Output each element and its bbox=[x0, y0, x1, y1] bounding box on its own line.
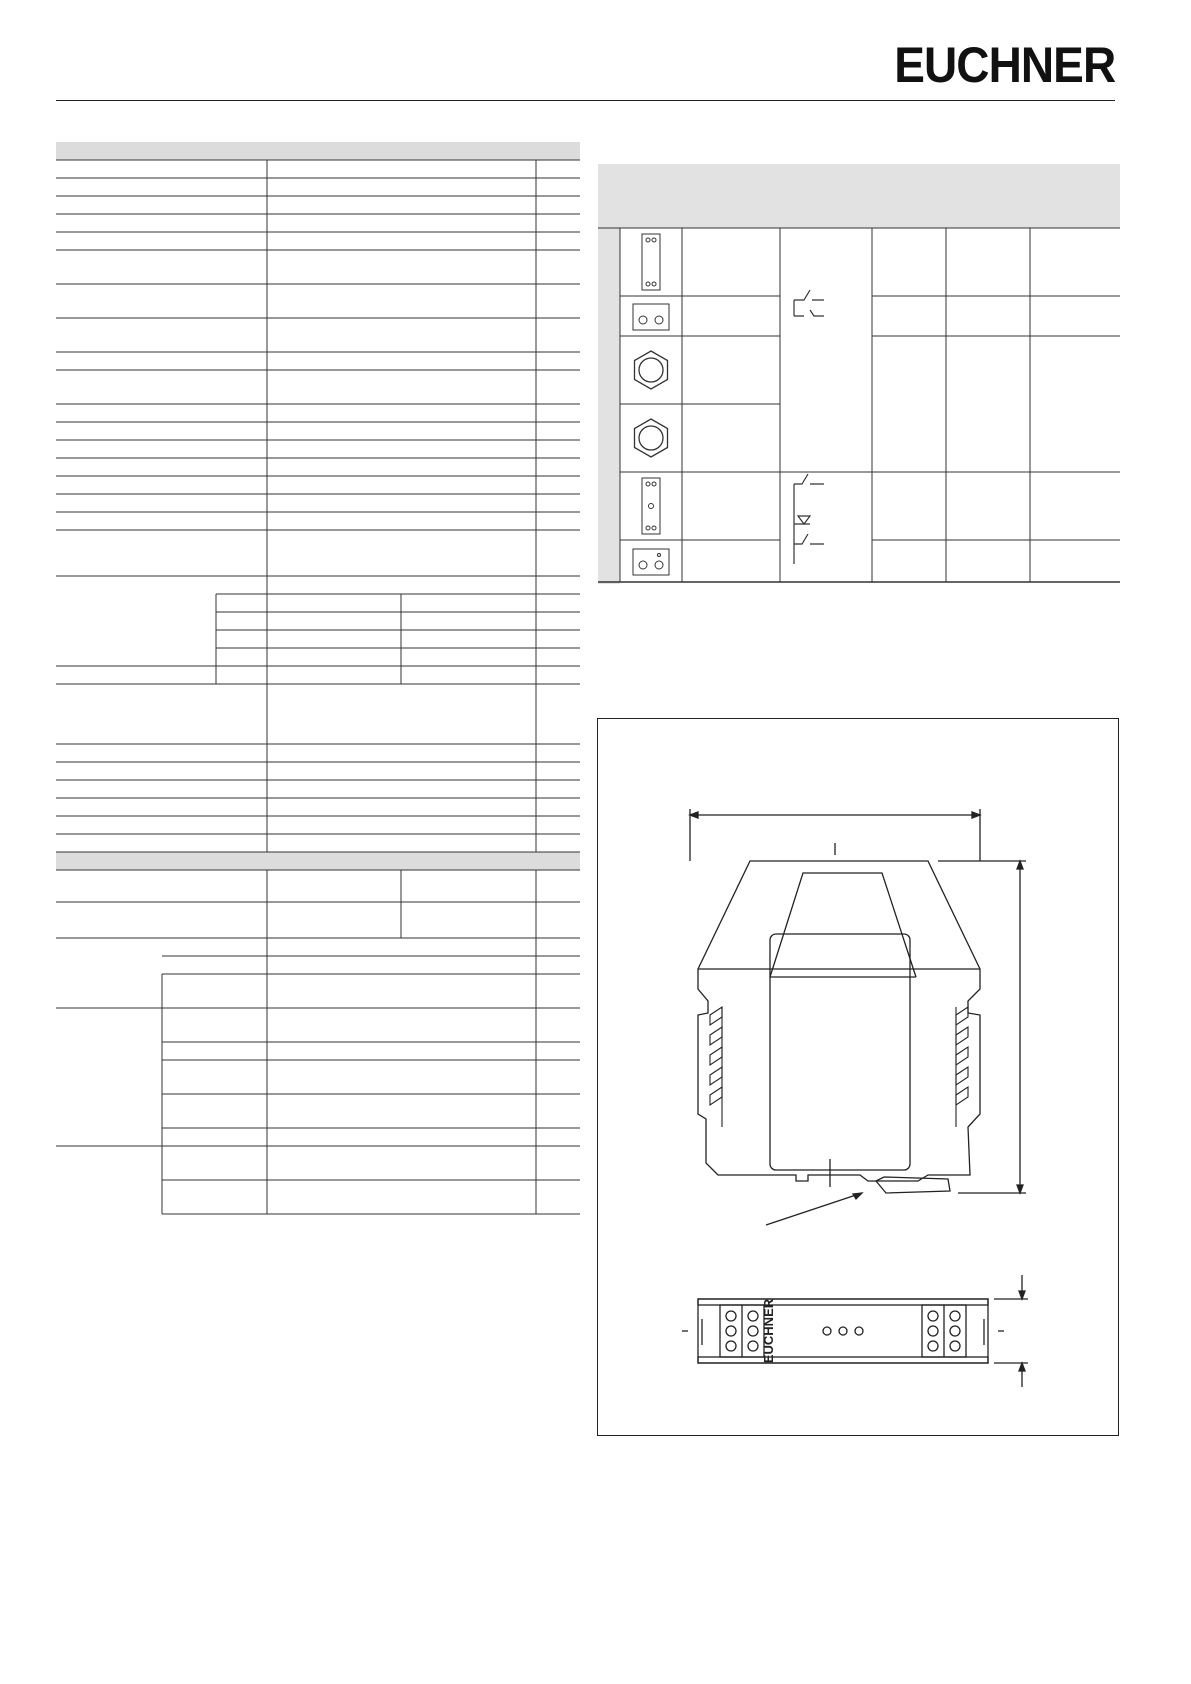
screw-hole-icon bbox=[646, 526, 650, 530]
header-divider bbox=[56, 100, 1115, 101]
screw-hole-icon bbox=[652, 282, 656, 286]
screw-icon bbox=[655, 316, 663, 324]
screw-hole-icon bbox=[646, 282, 650, 286]
screw-hole-icon bbox=[652, 482, 656, 486]
dimension-drawing bbox=[597, 718, 1119, 1436]
screw-hole-icon bbox=[652, 526, 656, 530]
screw-hole-icon bbox=[646, 238, 650, 242]
module-front-label: EUCHNER bbox=[761, 1298, 776, 1364]
euchner-logo: EUCHNER bbox=[893, 37, 1115, 93]
screw-icon bbox=[639, 561, 647, 569]
twin-screw-actuator-icon bbox=[633, 304, 669, 330]
screw-hole-icon bbox=[646, 482, 650, 486]
switch-overview-table bbox=[598, 164, 1120, 584]
screw-icon bbox=[655, 561, 663, 569]
hex-nut-bore-icon bbox=[639, 426, 663, 450]
rectangular-actuator-icon bbox=[642, 234, 660, 290]
led-icon bbox=[649, 504, 654, 509]
spec-section-header bbox=[56, 142, 580, 160]
screw-hole-icon bbox=[652, 238, 656, 242]
rectangular-actuator-led-icon bbox=[642, 478, 660, 534]
spec-section-header-2 bbox=[56, 852, 580, 870]
screw-icon bbox=[639, 316, 647, 324]
technical-data-grid bbox=[56, 142, 580, 1312]
switch-table-side-band bbox=[598, 228, 620, 584]
hex-nut-bore-icon bbox=[639, 358, 663, 382]
contact-symbol-icon bbox=[794, 290, 824, 316]
led-icon bbox=[658, 554, 661, 557]
dimension-drawing-svg bbox=[598, 719, 1118, 1435]
switch-table-header bbox=[598, 164, 1120, 228]
switch-overview-grid bbox=[598, 164, 1120, 584]
technical-data-table bbox=[56, 142, 580, 1312]
twin-screw-led-actuator-icon bbox=[633, 549, 669, 575]
led-contact-symbol-icon bbox=[794, 474, 824, 564]
